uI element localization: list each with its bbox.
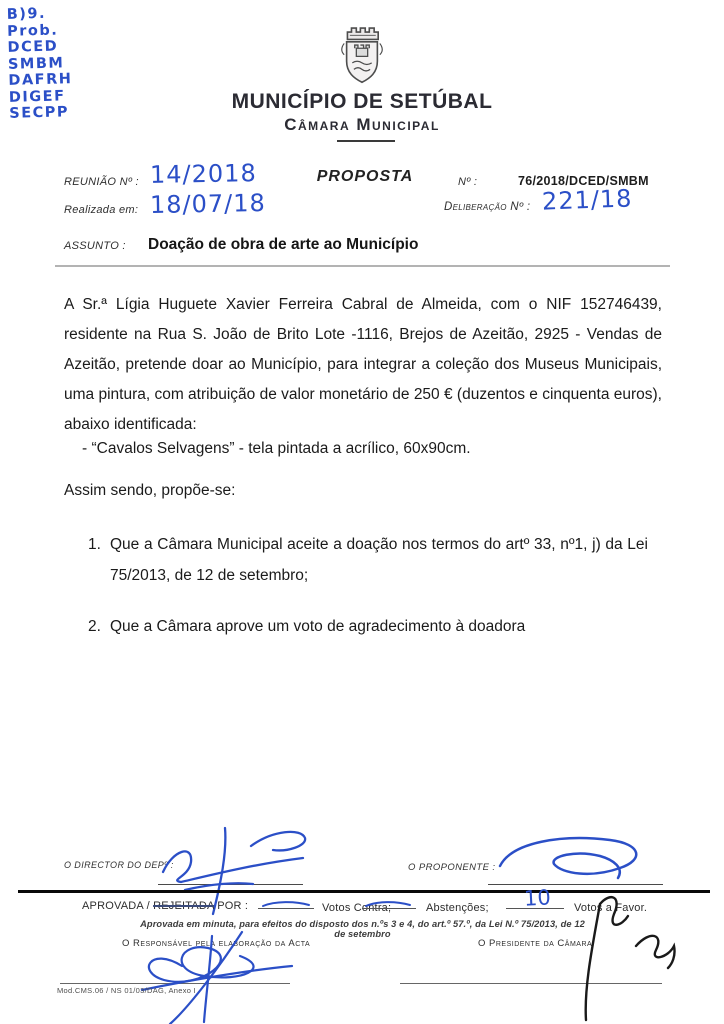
annotation-line: SECPP bbox=[9, 104, 70, 122]
item-text: Que a Câmara Municipal aceite a doação nos termos do artº 33, nº1, j) da Lei 75/2013, de 12 de setembro; bbox=[110, 536, 648, 584]
por-label: POR : bbox=[213, 900, 249, 912]
votos-favor-label: Votos a Favor. bbox=[574, 902, 648, 914]
reuniao-number-handwritten: 14/2018 bbox=[149, 159, 257, 189]
body-paragraph: A Sr.ª Lígia Huguete Xavier Ferreira Cabral de Almeida, com o NIF 152746439, residente na Rua S. João de Brito Lote -1116, Brejos de Azeitão, 2925 - Vendas de Azeitão, pretende doar ao Município, para integrar a coleção dos Museus Municipais, uma pintura, com atribuição de valor monetário de 250 € (duzentos e cinquenta euros), abaixo identificada: bbox=[64, 296, 662, 433]
minuta-note: Aprovada em minuta, para efeitos do disposto dos n.ºs 3 e 4, do art.º 57.º, da Lei N.º 75/2013, de 12 de setembro bbox=[140, 919, 585, 939]
votos-favor-line bbox=[506, 885, 564, 911]
presidente-label: O Presidente da Câmara bbox=[478, 938, 593, 949]
item-number: 2. bbox=[88, 618, 101, 635]
votos-contra-blank-line bbox=[258, 896, 314, 909]
responsavel-signature bbox=[120, 926, 300, 1024]
votos-favor-handwritten: 10 bbox=[523, 885, 552, 911]
proponente-label: O PROPONENTE : bbox=[408, 862, 496, 873]
aprovada-option: APROVADA bbox=[82, 900, 144, 912]
annotation-line: DAFRH bbox=[8, 71, 73, 89]
proposal-number-label: Nº : bbox=[458, 176, 478, 188]
annotation-line: Prob. bbox=[6, 22, 59, 40]
abstencoes-blank-line bbox=[362, 896, 416, 909]
artwork-description-line: - “Cavalos Selvagens” - tela pintada a acrílico, 60x90cm. bbox=[82, 440, 471, 457]
rejeitada-option-struck: REJEITADA bbox=[153, 900, 214, 912]
deliberacao-number-handwritten: 221/18 bbox=[541, 184, 633, 216]
presidente-signature bbox=[560, 888, 690, 1023]
proposta-title: PROPOSTA bbox=[316, 168, 414, 185]
option-separator: / bbox=[143, 900, 154, 912]
director-signature bbox=[155, 822, 315, 897]
item-text: Que a Câmara aprove um voto de agradecimento à doadora bbox=[110, 618, 526, 635]
reuniao-label: REUNIÃO Nº : bbox=[64, 176, 139, 188]
annotation-line: B)9. bbox=[6, 5, 47, 23]
setubal-coat-of-arms-icon bbox=[336, 24, 388, 92]
item-number: 1. bbox=[88, 536, 101, 553]
annotation-line: SMBM bbox=[7, 54, 65, 73]
form-code: Mod.CMS.06 / NS 01/03/DAG, Anexo I bbox=[57, 986, 197, 995]
deliberacao-label: Deliberação Nº : bbox=[444, 201, 531, 213]
council-subtitle: Câmara Municipal bbox=[284, 115, 440, 134]
municipality-title: MUNICÍPIO DE SETÚBAL bbox=[231, 90, 493, 113]
pen-dash-mark bbox=[364, 898, 412, 910]
assunto-label: ASSUNTO : bbox=[64, 240, 126, 252]
assunto-value: Doação de obra de arte ao Município bbox=[148, 236, 419, 253]
proponente-signature bbox=[492, 832, 652, 887]
proposal-intro: Assim sendo, propõe-se: bbox=[64, 482, 236, 499]
realizada-date-handwritten: 18/07/18 bbox=[149, 188, 267, 220]
abstencoes-label: Abstenções; bbox=[426, 902, 489, 914]
director-label: O DIRECTOR DO DEPº : bbox=[64, 860, 174, 870]
proposal-number-value: 76/2018/DCED/SMBM bbox=[518, 174, 649, 188]
annotation-line: DCED bbox=[7, 38, 59, 56]
proposal-item-1 bbox=[88, 530, 648, 591]
pen-dash-mark bbox=[261, 898, 311, 910]
votos-contra-label: Votos Contra; bbox=[322, 902, 392, 914]
assunto-divider bbox=[55, 265, 670, 267]
header-divider bbox=[337, 140, 395, 142]
annotation-line: DIGEF bbox=[8, 87, 66, 106]
responsavel-label: O Responsável pela elaboração da Acta bbox=[122, 938, 311, 949]
approval-status-line bbox=[82, 900, 248, 912]
proposal-item-2 bbox=[88, 612, 648, 643]
realizada-label: Realizada em: bbox=[64, 204, 139, 216]
